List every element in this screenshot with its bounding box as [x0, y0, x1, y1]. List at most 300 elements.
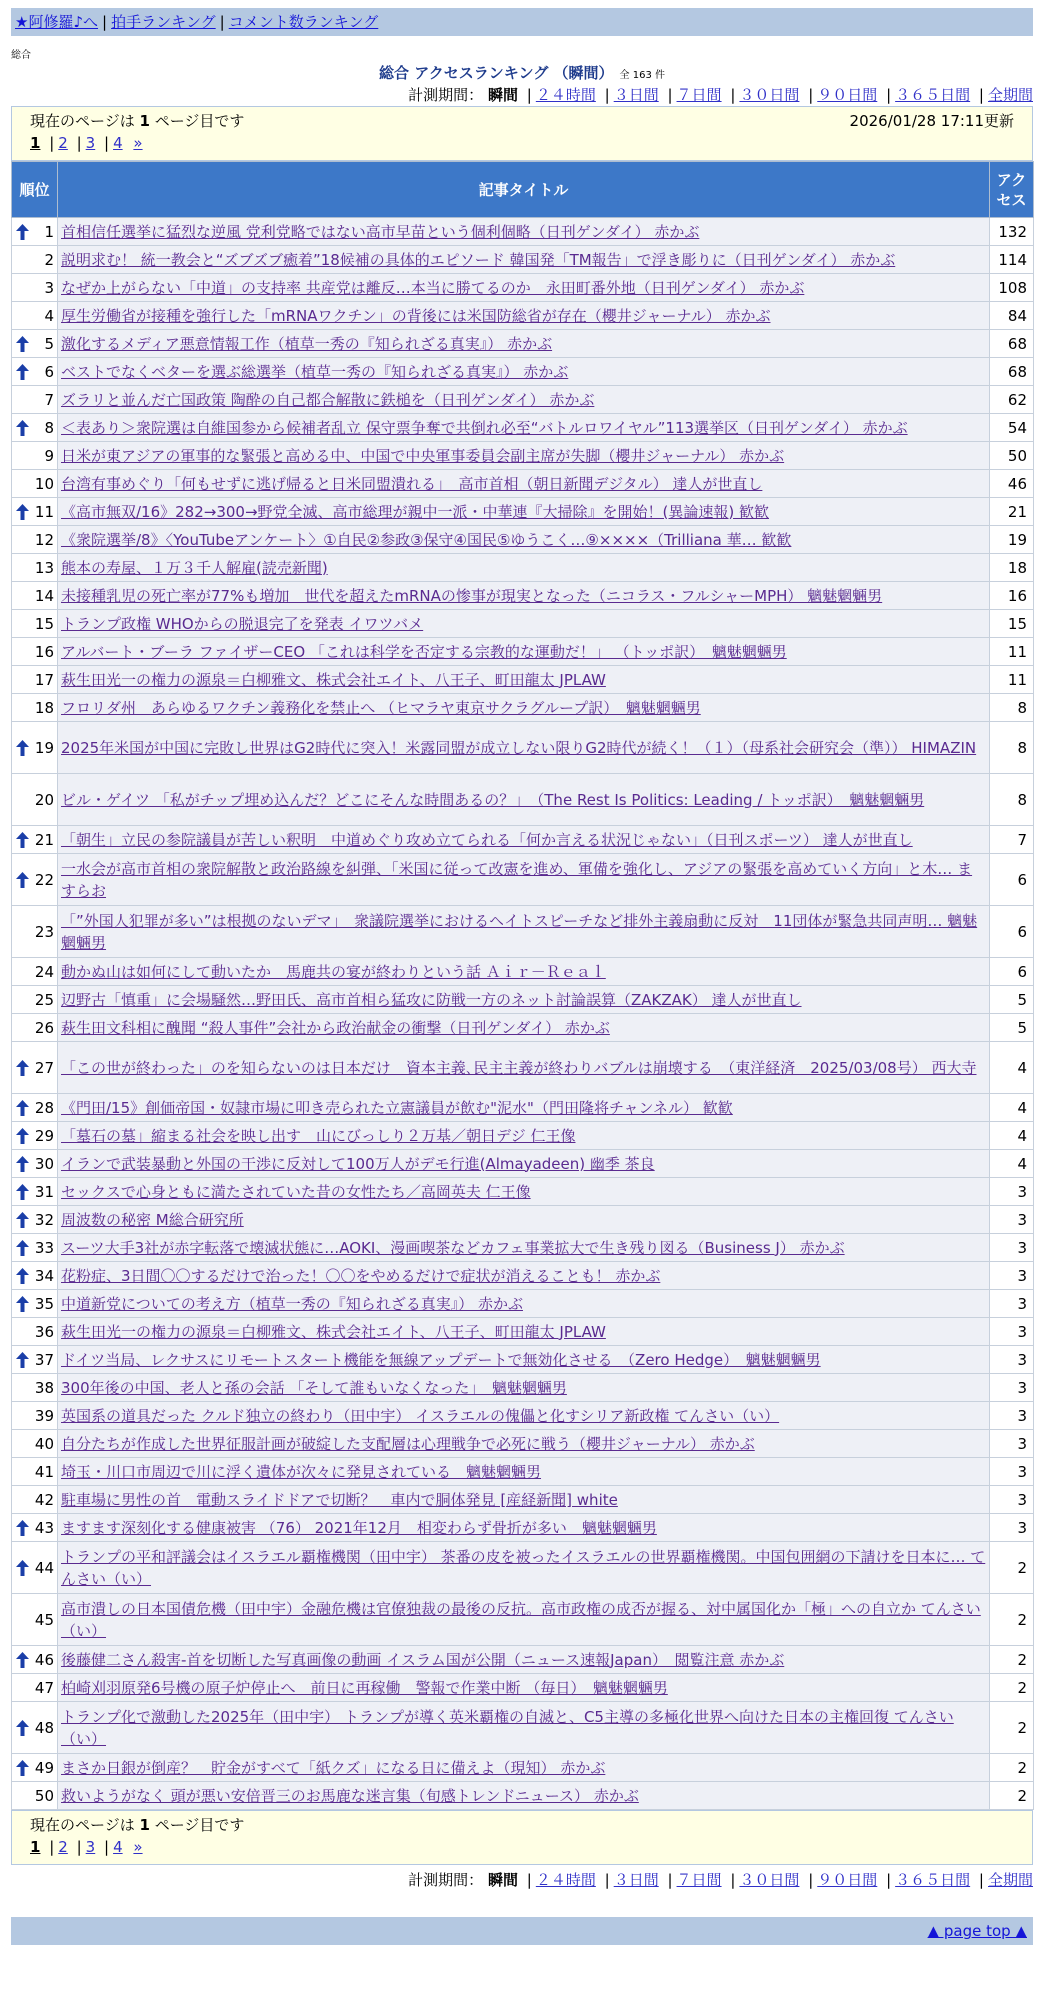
period-30d[interactable]: ３０日間 [739, 1871, 800, 1889]
article-link[interactable]: 駐車場に男性の首 電動スライドドアで切断？ 車内で胴体発見 [産経新聞] white [61, 1490, 618, 1509]
access-count: 3 [990, 1458, 1034, 1486]
title-cell [58, 1262, 990, 1290]
rank-up-arrow-icon [16, 1100, 29, 1116]
page-info-box [11, 106, 1033, 161]
title-cell [58, 826, 990, 854]
title-cell [58, 722, 990, 774]
rank-number: 8 [44, 418, 54, 437]
article-link[interactable]: 説明求む！ 統一教会と“ズブズブ癒着”18候補の具体的エピソード 韓国発「TM報告」で浮き彫りに（日刊ゲンダイ） 赤かぶ [61, 250, 896, 269]
article-link[interactable]: 一水会が高市首相の衆院解散と政治路線を糾弾、「米国に従って改憲を進め、軍備を強化し、アジアの緊張を高めていく方向」と木… ますらお [61, 859, 973, 900]
pager-page-4[interactable]: 4 [113, 1838, 123, 1856]
page-title: 総合 アクセスランキング （瞬間） [379, 64, 614, 82]
table-row [12, 1346, 1034, 1374]
table-row [12, 582, 1034, 610]
rank-number: 50 [34, 1786, 54, 1805]
article-link[interactable]: 柏崎刈羽原発6号機の原子炉停止へ 前日に再稼働 警報で作業中断 （毎日） 魑魅魍魎男 [61, 1678, 668, 1697]
table-row [12, 1042, 1034, 1094]
table-row [12, 1206, 1034, 1234]
access-count: 132 [990, 218, 1034, 246]
article-link[interactable]: アルバート・ブーラ ファイザーCEO 「これは科学を否定する宗教的な運動だ！」 （トッポ訳） 魑魅魍魎男 [61, 642, 787, 661]
title-cell [58, 1318, 990, 1346]
title-cell [58, 386, 990, 414]
article-link[interactable]: 《衆院選挙/8》〈YouTubeアンケート〉①自民②参政③保守④国民⑤ゆうこく…⑨××××（Trilliana 華… 歓歓 [61, 530, 792, 549]
rank-cell [12, 1150, 58, 1178]
table-row [12, 1122, 1034, 1150]
table-row [12, 302, 1034, 330]
ranking-rows [12, 218, 1034, 1810]
pager-page-2[interactable]: 2 [58, 1838, 68, 1856]
rank-number: 20 [34, 790, 54, 809]
rank-number: 40 [34, 1434, 54, 1453]
access-count: 2 [990, 1754, 1034, 1782]
table-row [12, 958, 1034, 986]
rank-number: 11 [34, 502, 54, 521]
rank-cell [12, 1542, 58, 1594]
article-link[interactable]: 台湾有事めぐり「何もせずに逃げ帰ると日米同盟潰れる」 高市首相（朝日新聞デジタル） 達人が世直し [61, 474, 763, 493]
rank-cell [12, 274, 58, 302]
access-count: 4 [990, 1150, 1034, 1178]
rank-cell [12, 1094, 58, 1122]
title-cell [58, 554, 990, 582]
rank-number: 12 [34, 530, 54, 549]
period-3d[interactable]: ３日間 [613, 86, 659, 104]
table-row [12, 826, 1034, 854]
rank-number: 17 [34, 670, 54, 689]
title-cell [58, 1122, 990, 1150]
rank-number: 32 [34, 1210, 54, 1229]
rank-cell [12, 218, 58, 246]
rank-cell [12, 554, 58, 582]
article-link[interactable]: 動かぬ山は如何にして動いたか 馬鹿共の宴が終わりという話 Ａｉｒ－Ｒｅａｌ [61, 962, 606, 981]
header-rank: 順位 [12, 162, 58, 218]
rank-number: 3 [44, 278, 54, 297]
link-clap-ranking[interactable]: 拍手ランキング [111, 13, 216, 31]
rank-cell [12, 694, 58, 722]
pager-page-2[interactable]: 2 [58, 134, 68, 152]
access-count: 18 [990, 554, 1034, 582]
rank-number: 28 [34, 1098, 54, 1117]
title-cell [58, 1094, 990, 1122]
table-row [12, 1514, 1034, 1542]
table-row [12, 470, 1034, 498]
article-link[interactable]: 萩生田光一の権力の源泉＝白柳雅文、株式会社エイト、八王子、町田龍太 JPLAW [61, 670, 606, 689]
bottom-pager: 1 | 2 | 3 | 4 » [30, 1838, 143, 1856]
article-link[interactable]: トランプの平和評議会はイスラエル覇権機関（田中宇） 茶番の皮を被ったイスラエルの世界覇権機関。中国包囲網の下請けを日本に… てんさい（い） [61, 1547, 986, 1588]
rank-cell [12, 1514, 58, 1542]
title-cell [58, 1150, 990, 1178]
rank-number: 15 [34, 614, 54, 633]
title-cell [58, 218, 990, 246]
rank-cell [12, 498, 58, 526]
article-link[interactable]: 高市潰しの日本国債危機（田中宇）金融危機は官僚独裁の最後の反抗。高市政権の成否が握る、対中属国化か「極」への自立か てんさい（い） [61, 1599, 981, 1640]
access-count: 114 [990, 246, 1034, 274]
period-selector: 計測期間： 瞬間 | ２４時間 | ３日間 | ７日間 | ３０日間 | ９０日間 | ３６５日間 | 全期間 [408, 86, 1033, 104]
article-link[interactable]: ズラリと並んだ亡国政策 陶酔の自己都合解散に鉄槌を（日刊ゲンダイ） 赤かぶ [61, 390, 595, 409]
title-cell [58, 1346, 990, 1374]
access-count: 16 [990, 582, 1034, 610]
period-365d[interactable]: ３６５日間 [895, 1871, 971, 1889]
period-90d[interactable]: ９０日間 [817, 86, 878, 104]
period-24h[interactable]: ２４時間 [535, 86, 596, 104]
header-title: 記事タイトル [58, 162, 990, 218]
separator: | [102, 13, 108, 31]
article-link[interactable]: フロリダ州 あらゆるワクチン義務化を禁止へ （ヒマラヤ東京サクラグループ訳） 魑魅魍魎男 [61, 698, 701, 717]
rank-number: 29 [34, 1126, 54, 1145]
access-count: 3 [990, 1346, 1034, 1374]
item-count: 全 163 件 [619, 70, 665, 81]
table-row [12, 274, 1034, 302]
rank-up-arrow-icon [16, 1352, 29, 1368]
article-link[interactable]: 《高市無双/16》282→300→野党全滅、高市総理が親中一派・中華連『大掃除』を開始！(異論速報) 歓歓 [61, 502, 770, 521]
table-row [12, 246, 1034, 274]
access-count: 4 [990, 1094, 1034, 1122]
rank-up-arrow-icon [16, 1184, 29, 1200]
rank-up-arrow-icon [16, 1060, 29, 1076]
period-3d[interactable]: ３日間 [613, 1871, 659, 1889]
rank-number: 19 [34, 738, 54, 757]
pager-page-3[interactable]: 3 [85, 1838, 96, 1856]
rank-number: 44 [34, 1558, 54, 1577]
title-cell [58, 638, 990, 666]
table-row [12, 1178, 1034, 1206]
rank-cell [12, 1122, 58, 1150]
article-link[interactable]: ドイツ当局、レクサスにリモートスタート機能を無線アップデートで無効化させる （Zero Hedge） 魑魅魍魎男 [61, 1350, 821, 1369]
rank-cell [12, 1374, 58, 1402]
title-cell [58, 694, 990, 722]
rank-up-arrow-icon [16, 1560, 29, 1576]
access-count: 2 [990, 1702, 1034, 1754]
period-24h[interactable]: ２４時間 [535, 1871, 596, 1889]
table-row [12, 1014, 1034, 1042]
rank-cell [12, 666, 58, 694]
access-count: 3 [990, 1374, 1034, 1402]
rank-number: 35 [34, 1294, 54, 1313]
top-nav-bar [11, 8, 1033, 36]
rank-number: 38 [34, 1378, 54, 1397]
access-count: 3 [990, 1206, 1034, 1234]
article-link[interactable]: 首相信任選挙に猛烈な逆風 党利党略ではない高市早苗という個利個略（日刊ゲンダイ） 赤かぶ [61, 222, 700, 241]
article-link[interactable]: セックスで心身ともに満たされていた昔の女性たち／高岡英夫 仁王像 [61, 1182, 531, 1201]
access-count: 50 [990, 442, 1034, 470]
rank-cell [12, 414, 58, 442]
title-cell [58, 442, 990, 470]
rank-cell [12, 1178, 58, 1206]
title-cell [58, 1542, 990, 1594]
bottom-page-indicator: 現在のページは 1 ページ目です [30, 1816, 245, 1834]
access-count: 7 [990, 826, 1034, 854]
access-count: 3 [990, 1234, 1034, 1262]
rank-cell [12, 1234, 58, 1262]
access-count: 4 [990, 1122, 1034, 1150]
period-7d[interactable]: ７日間 [676, 86, 722, 104]
title-cell [58, 1402, 990, 1430]
article-link[interactable]: 未接種乳児の死亡率が77%も増加 世代を超えたmRNAの惨事が現実となった（ニコラス・フルシャーMPH） 魑魅魍魎男 [61, 586, 883, 605]
article-link[interactable]: 埼玉・川口市周辺で川に浮く遺体が次々に発見されている 魑魅魍魎男 [61, 1462, 542, 1481]
rank-up-arrow-icon [16, 1652, 29, 1668]
access-count: 2 [990, 1542, 1034, 1594]
access-count: 11 [990, 666, 1034, 694]
access-count: 3 [990, 1514, 1034, 1542]
table-row [12, 1702, 1034, 1754]
article-link[interactable]: 辺野古「慎重」に会場騒然…野田氏、高市首相ら猛攻に防戦一方のネット討論誤算（ZAKZAK） 達人が世直し [61, 990, 802, 1009]
table-row [12, 1782, 1034, 1810]
rank-number: 25 [34, 990, 54, 1009]
table-row [12, 1234, 1034, 1262]
table-row [12, 906, 1034, 958]
rank-up-arrow-icon [16, 336, 29, 352]
article-link[interactable]: 日米が東アジアの軍事的な緊張と高める中、中国で中央軍事委員会副主席が失脚（櫻井ジャーナル） 赤かぶ [61, 446, 785, 465]
updated-time: 2026/01/28 17:11更新 [849, 112, 1014, 130]
title-cell [58, 610, 990, 638]
rank-cell [12, 1014, 58, 1042]
rank-number: 26 [34, 1018, 54, 1037]
table-row [12, 1430, 1034, 1458]
page-top-link[interactable]: ▲ page top ▲ [927, 1922, 1027, 1940]
rank-up-arrow-icon [16, 420, 29, 436]
access-count: 2 [990, 1646, 1034, 1674]
article-link[interactable]: 「朝生」立民の参院議員が苦しい釈明 中道めぐり攻め立てられる「何か言える状況じゃない」（日刊スポーツ） 達人が世直し [61, 830, 913, 849]
separator: | [219, 13, 225, 31]
rank-cell [12, 1674, 58, 1702]
title-cell [58, 1646, 990, 1674]
title-cell [58, 1674, 990, 1702]
access-count: 3 [990, 1430, 1034, 1458]
access-count: 8 [990, 722, 1034, 774]
rank-number: 46 [34, 1650, 54, 1669]
access-count: 2 [990, 1782, 1034, 1810]
table-row [12, 358, 1034, 386]
rank-up-arrow-icon [16, 1520, 29, 1536]
access-count: 3 [990, 1262, 1034, 1290]
table-row [12, 1542, 1034, 1594]
rank-cell [12, 246, 58, 274]
table-row [12, 722, 1034, 774]
rank-cell [12, 774, 58, 826]
rank-number: 45 [34, 1610, 54, 1629]
article-link[interactable]: ＜表あり＞衆院選は自維国参から候補者乱立 保守票争奪で共倒れ必至“バトルロワイヤル”113選挙区（日刊ゲンダイ） 赤かぶ [61, 418, 908, 437]
table-row [12, 694, 1034, 722]
rank-number: 41 [34, 1462, 54, 1481]
article-link[interactable]: 「”外国人犯罪が多い”は根拠のないデマ」 衆議院選挙におけるヘイトスピーチなど排外主義扇動に反対 11団体が緊急共同声明… 魑魅魍魎男 [61, 911, 978, 952]
pager-page-4[interactable]: 4 [113, 134, 123, 152]
rank-up-arrow-icon [16, 1720, 29, 1736]
article-link[interactable]: 救いようがなく 頭が悪い安倍晋三のお馬鹿な迷言集（旬感トレンドニュース） 赤かぶ [61, 1786, 639, 1805]
access-count: 3 [990, 1486, 1034, 1514]
table-row [12, 526, 1034, 554]
rank-cell [12, 854, 58, 906]
article-link[interactable]: ますます深刻化する健康被害 （76） 2021年12月 相変わらず骨折が多い 魑魅魍魎男 [61, 1518, 657, 1537]
table-row [12, 1594, 1034, 1646]
article-link[interactable]: なぜか上がらない「中道」の支持率 共産党は離反…本当に勝てるのか 永田町番外地（日刊ゲンダイ） 赤かぶ [61, 278, 805, 297]
title-cell [58, 1374, 990, 1402]
access-count: 6 [990, 906, 1034, 958]
rank-number: 6 [44, 362, 54, 381]
article-link[interactable]: イランで武装暴動と外国の干渉に反対して100万人がデモ行進(Almayadeen) 幽季 茶良 [61, 1154, 655, 1173]
bottom-bar [11, 1917, 1033, 1945]
title-cell [58, 986, 990, 1014]
access-count: 8 [990, 694, 1034, 722]
article-link[interactable]: トランプ化で激動した2025年（田中宇） トランプが導く英米覇権の自滅と、C5主導の多極化世界へ向けた日本の主権回復 てんさい（い） [61, 1707, 954, 1748]
link-comment-ranking[interactable]: コメント数ランキング [228, 13, 379, 31]
title-cell [58, 414, 990, 442]
rank-number: 31 [34, 1182, 54, 1201]
title-cell [58, 958, 990, 986]
access-count: 3 [990, 1318, 1034, 1346]
rank-up-arrow-icon [16, 740, 29, 756]
title-cell [58, 666, 990, 694]
rank-cell [12, 526, 58, 554]
rank-up-arrow-icon [16, 224, 29, 240]
rank-number: 27 [34, 1058, 54, 1077]
table-row [12, 1754, 1034, 1782]
header-access: アクセス [990, 162, 1034, 218]
article-link[interactable]: 周波数の秘密 M総合研究所 [61, 1210, 244, 1229]
rank-number: 13 [34, 558, 54, 577]
table-row [12, 218, 1034, 246]
article-link[interactable]: 厚生労働省が接種を強行した「mRNAワクチン」の背後には米国防総省が存在（櫻井ジャーナル） 赤かぶ [61, 306, 771, 325]
rank-number: 33 [34, 1238, 54, 1257]
bottom-page-info-box [11, 1810, 1033, 1865]
rank-cell [12, 1782, 58, 1810]
table-row [12, 1458, 1034, 1486]
article-link[interactable]: 中道新党についての考え方（植草一秀の『知られざる真実』） 赤かぶ [61, 1294, 523, 1313]
rank-number: 14 [34, 586, 54, 605]
pager-next[interactable]: » [133, 134, 143, 152]
period-all[interactable]: 全期間 [987, 86, 1033, 104]
rank-number: 24 [34, 962, 54, 981]
article-link[interactable]: ベストでなくベターを選ぶ総選挙（植草一秀の『知られざる真実』） 赤かぶ [61, 362, 569, 381]
rank-up-arrow-icon [16, 1268, 29, 1284]
ranking-table [11, 161, 1034, 1810]
access-count: 5 [990, 986, 1034, 1014]
article-link[interactable]: 自分たちが作成した世界征服計画が破綻した支配層は心理戦争で必死に戦う（櫻井ジャーナル） 赤かぶ [61, 1434, 755, 1453]
rank-cell [12, 1646, 58, 1674]
rank-cell [12, 1402, 58, 1430]
article-link[interactable]: 萩生田光一の権力の源泉＝白柳雅文、株式会社エイト、八王子、町田龍太 JPLAW [61, 1322, 606, 1341]
article-link[interactable]: 萩生田文科相に醜聞 “殺人事件”会社から政治献金の衝撃（日刊ゲンダイ） 赤かぶ [61, 1018, 610, 1037]
article-link[interactable]: 300年後の中国、老人と孫の会話 「そして誰もいなくなった」 魑魅魍魎男 [61, 1378, 567, 1397]
article-link[interactable]: 「この世が終わった」のを知らないのは日本だけ 資本主義､民主主義が終わりバブルは崩壊する （東洋経済 2025/03/08号） 西大寺 [61, 1058, 977, 1077]
pager-page-3[interactable]: 3 [85, 134, 96, 152]
access-count: 84 [990, 302, 1034, 330]
article-link[interactable]: 2025年米国が中国に完敗し世界はG2時代に突入！米露同盟が成立しない限りG2時代が続く！（１）（母系社会研究会（準）） HIMAZIN [61, 738, 977, 757]
article-link[interactable]: まさか日銀が倒産？ 貯金がすべて「紙クズ」になる日に備えよ（現知） 赤かぶ [61, 1758, 606, 1777]
title-cell [58, 1042, 990, 1094]
title-cell [58, 470, 990, 498]
access-count: 54 [990, 414, 1034, 442]
rank-number: 23 [34, 922, 54, 941]
article-link[interactable]: 花粉症、3日間〇〇するだけで治った！〇〇をやめるだけで症状が消えることも！ 赤かぶ [61, 1266, 661, 1285]
title-cell [58, 302, 990, 330]
access-count: 15 [990, 610, 1034, 638]
page [11, 0, 1033, 1945]
rank-cell [12, 638, 58, 666]
period-90d[interactable]: ９０日間 [817, 1871, 878, 1889]
article-link[interactable]: 後藤健二さん殺害-首を切断した写真画像の動画 イスラム国が公開（ニュース速報Japan） 閲覧注意 赤かぶ [61, 1650, 785, 1669]
period-current: 瞬間 [487, 1871, 518, 1889]
article-link[interactable]: 「墓石の墓」縮まる社会を映し出す 山にびっしり２万基／朝日デジ 仁王像 [61, 1126, 576, 1145]
access-count: 5 [990, 1014, 1034, 1042]
ranking-heading [11, 62, 1033, 84]
period-365d[interactable]: ３６５日間 [895, 86, 971, 104]
title-cell [58, 1458, 990, 1486]
access-count: 19 [990, 526, 1034, 554]
article-link[interactable]: スーツ大手3社が赤字転落で壊滅状態に…AOKI、漫画喫茶などカフェ事業拡大で生き残り図る（Business J） 赤かぶ [61, 1238, 845, 1257]
title-cell [58, 1514, 990, 1542]
title-cell [58, 582, 990, 610]
title-cell [58, 774, 990, 826]
title-cell [58, 1206, 990, 1234]
table-row [12, 1486, 1034, 1514]
bottom-period-selector: 計測期間： 瞬間 | ２４時間 | ３日間 | ７日間 | ３０日間 | ９０日間 | ３６５日間 | 全期間 [408, 1871, 1033, 1889]
link-ashura-home[interactable]: ★阿修羅♪へ [15, 13, 99, 31]
title-cell [58, 274, 990, 302]
period-label: 計測期間： [408, 86, 484, 104]
rank-cell [12, 1346, 58, 1374]
title-cell [58, 1754, 990, 1782]
rank-up-arrow-icon [16, 364, 29, 380]
table-row [12, 498, 1034, 526]
rank-up-arrow-icon [16, 832, 29, 848]
table-row [12, 1402, 1034, 1430]
article-link[interactable]: ビル・ゲイツ 「私がチップ埋め込んだ？どこにそんな時間あるの？」 （The Rest Is Politics: Leading / トッポ訳） 魑魅魍魎男 [61, 790, 925, 809]
rank-cell [12, 1430, 58, 1458]
table-row [12, 610, 1034, 638]
rank-cell [12, 986, 58, 1014]
table-row [12, 1150, 1034, 1178]
pager-current: 1 [30, 134, 41, 152]
title-cell [58, 526, 990, 554]
access-count: 46 [990, 470, 1034, 498]
period-all[interactable]: 全期間 [987, 1871, 1033, 1889]
article-link[interactable]: トランプ政権 WHOからの脱退完了を発表 イワツバメ [61, 614, 424, 633]
article-link[interactable]: 激化するメディア悪意情報工作（植草一秀の『知られざる真実』） 赤かぶ [61, 334, 553, 353]
rank-cell [12, 1486, 58, 1514]
title-cell [58, 358, 990, 386]
article-link[interactable]: 《門田/15》創価帝国・奴隷市場に叩き売られた立憲議員が飲む"泥水"（門田隆将チャンネル） 歓歓 [61, 1098, 733, 1117]
title-cell [58, 1290, 990, 1318]
rank-number: 30 [34, 1154, 54, 1173]
table-row [12, 666, 1034, 694]
rank-cell [12, 358, 58, 386]
rank-up-arrow-icon [16, 504, 29, 520]
rank-cell [12, 722, 58, 774]
period-30d[interactable]: ３０日間 [739, 86, 800, 104]
article-link[interactable]: 熊本の寿屋、１万３千人解雇(読売新聞) [61, 558, 328, 577]
rank-cell [12, 470, 58, 498]
rank-cell [12, 1042, 58, 1094]
table-row [12, 330, 1034, 358]
article-link[interactable]: 英国系の道具だった クルド独立の終わり（田中宇） イスラエルの傀儡と化すシリア新政権 てんさい（い） [61, 1406, 780, 1425]
rank-number: 34 [34, 1266, 54, 1285]
period-7d[interactable]: ７日間 [676, 1871, 722, 1889]
rank-cell [12, 302, 58, 330]
access-count: 62 [990, 386, 1034, 414]
rank-number: 47 [34, 1678, 54, 1697]
access-count: 2 [990, 1594, 1034, 1646]
rank-number: 22 [34, 870, 54, 889]
rank-cell [12, 1262, 58, 1290]
access-count: 11 [990, 638, 1034, 666]
access-count: 3 [990, 1178, 1034, 1206]
rank-up-arrow-icon [16, 1296, 29, 1312]
pager-next[interactable]: » [133, 1838, 143, 1856]
access-count: 2 [990, 1674, 1034, 1702]
rank-cell [12, 1754, 58, 1782]
rank-up-arrow-icon [16, 1128, 29, 1144]
title-cell [58, 906, 990, 958]
rank-number: 4 [44, 306, 54, 325]
